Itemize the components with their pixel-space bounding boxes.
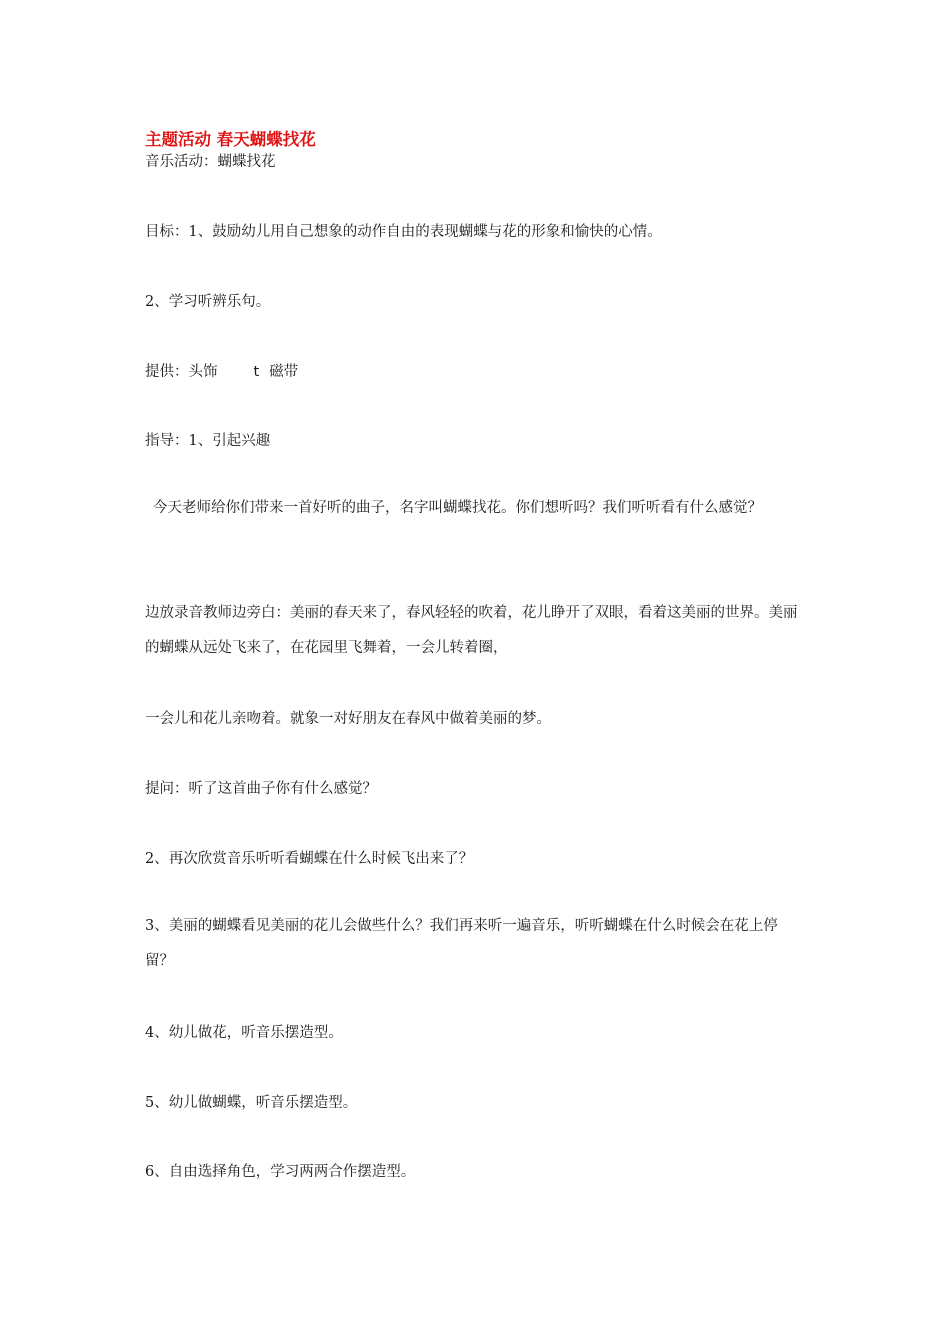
step-6-paragraph: 6、自由选择角色，学习两两合作摆造型。 xyxy=(145,1164,416,1180)
provide-item: 磁带 xyxy=(269,364,299,380)
narration-paragraph: 边放录音教师边旁白：美丽的春天来了，春风轻轻的吹着，花儿睁开了双眼，看着这美丽的世界。美丽的蝴蝶从远处飞来了，在花园里飞舞着，一会儿转着圈， xyxy=(145,605,798,656)
document-title: 主题活动 春天蝴蝶找花 xyxy=(145,130,316,149)
step-4-paragraph: 4、幼儿做花，听音乐摆造型。 xyxy=(145,1025,343,1041)
provide-separator: t xyxy=(253,364,260,380)
document-subtitle: 音乐活动：蝴蝶找花 xyxy=(145,154,276,170)
question-paragraph: 提问：听了这首曲子你有什么感觉？ xyxy=(145,781,377,797)
step-5-paragraph: 5、幼儿做蝴蝶，听音乐摆造型。 xyxy=(145,1095,358,1111)
provide-label: 提供：头饰 xyxy=(145,364,218,380)
guide-1-paragraph: 指导：1、引起兴趣 xyxy=(145,433,271,449)
narration-continued-paragraph: 一会儿和花儿亲吻着。就象一对好朋友在春风中做着美丽的梦。 xyxy=(145,711,551,727)
goal-1-paragraph: 目标：1、鼓励幼儿用自己想象的动作自由的表现蝴蝶与花的形象和愉快的心情。 xyxy=(145,224,662,240)
intro-paragraph: 今天老师给你们带来一首好听的曲子，名字叫蝴蝶找花。你们想听吗？我们听听看有什么感觉？ xyxy=(153,500,762,516)
step-3-paragraph: 3、美丽的蝴蝶看见美丽的花儿会做些什么？我们再来听一遍音乐，听听蝴蝶在什么时候会在花上停留？ xyxy=(145,918,778,969)
step-2-paragraph: 2、再次欣赏音乐听听看蝴蝶在什么时候飞出来了？ xyxy=(145,851,474,867)
goal-2-paragraph: 2、学习听辨乐句。 xyxy=(145,294,271,310)
provide-paragraph xyxy=(145,362,298,382)
